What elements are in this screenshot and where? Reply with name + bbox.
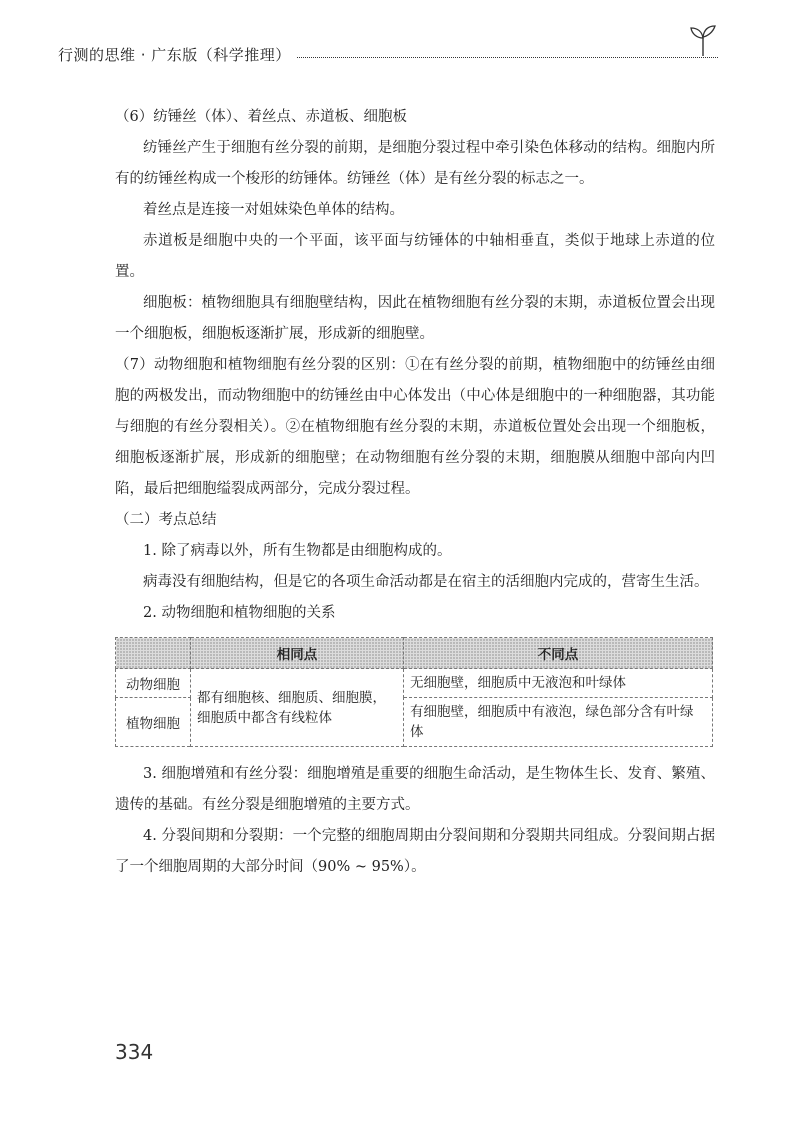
paragraph-point-3: 3. 细胞增殖和有丝分裂：细胞增殖是重要的细胞生命活动，是生物体生长、发育、繁殖、遗传的基础。有丝分裂是细胞增殖的主要方式。 [115,766,715,813]
paragraph-point-1: 1. 除了病毒以外，所有生物都是由细胞构成的。 [143,543,452,559]
row-label-animal: 动物细胞 [116,669,191,698]
table-header-diff: 不同点 [404,638,713,669]
common-cell: 都有细胞核、细胞质、细胞膜，细胞质中都含有线粒体 [191,669,404,747]
section-heading-6: （6）纺锤丝（体）、着丝点、赤道板、细胞板 [115,109,407,125]
paragraph-spindle: 纺锤丝产生于细胞有丝分裂的前期，是细胞分裂过程中牵引染色体移动的结构。细胞内所有的纺锤丝构成一个梭形的纺锤体。纺锤丝（体）是有丝分裂的标志之一。 [115,140,715,187]
diff-cell-plant: 有细胞壁，细胞质中有液泡，绿色部分含有叶绿体 [404,698,713,747]
paragraph-equatorial-plate: 赤道板是细胞中央的一个平面，该平面与纺锤体的中轴相垂直，类似于地球上赤道的位置。 [115,233,715,280]
section-heading-summary: （二）考点总结 [115,512,217,528]
paragraph-centromere: 着丝点是连接一对姐妹染色单体的结构。 [143,202,404,218]
table-row [116,669,713,698]
table-header-common: 相同点 [191,638,404,669]
header-title: 行测的思维 · 广东版（科学推理） [58,45,291,64]
table-header-row [116,638,713,669]
cell-comparison-table-wrap [115,637,715,747]
paragraph-point-2: 2. 动物细胞和植物细胞的关系 [143,605,336,621]
page-content [115,102,715,883]
paragraph-cell-plate: 细胞板：植物细胞具有细胞壁结构，因此在植物细胞有丝分裂的末期，赤道板位置会出现一个细胞板，细胞板逐渐扩展，形成新的细胞壁。 [115,295,715,342]
running-header [58,42,718,66]
cell-comparison-table [115,637,713,747]
table-header-empty [116,638,191,669]
diff-cell-animal: 无细胞壁，细胞质中无液泡和叶绿体 [404,669,713,698]
paragraph-difference-7: （7）动物细胞和植物细胞有丝分裂的区别：①在有丝分裂的前期，植物细胞中的纺锤丝由细胞的两极发出，而动物细胞中的纺锤丝由中心体发出（中心体是细胞中的一种细胞器，其功能与细胞的有丝分裂相关）。②在植物细胞有丝分裂的末期，赤道板位置处会出现一个细胞板，细胞板逐渐扩展，形成新的细胞壁；在动物细胞有丝分裂的末期，细胞膜从细胞中部向内凹陷，最后把细胞缢裂成两部分，完成分裂过程。 [115,357,715,497]
page-number: 334 [115,1040,154,1064]
header-dotted-rule [297,57,718,58]
paragraph-point-4: 4. 分裂间期和分裂期：一个完整的细胞周期由分裂间期和分裂期共同组成。分裂间期占据了一个细胞周期的大部分时间（90% ~ 95%）。 [115,828,715,875]
row-label-plant: 植物细胞 [116,698,191,747]
sprout-icon [688,24,718,58]
paragraph-virus: 病毒没有细胞结构，但是它的各项生命活动都是在宿主的活细胞内完成的，营寄生生活。 [143,574,709,590]
